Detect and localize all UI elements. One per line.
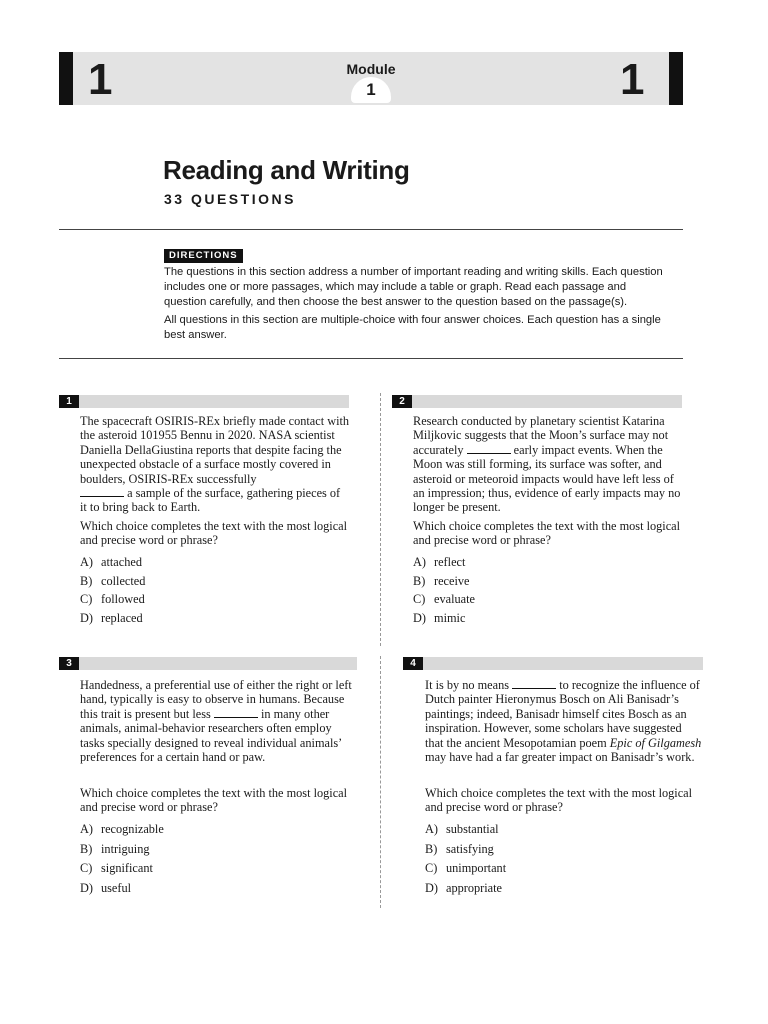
passage-text: early impact events. When the Moon was still forming, its surface was softer, and asteroid or meteoroid impacts would have left less of an impression; thus, evidence of early impacts may no longer be present. [413, 442, 681, 515]
question-4-choices [425, 820, 506, 898]
passage-text: The spacecraft OSIRIS-REx briefly made contact with the asteroid 101955 Bennu in 2020. NASA scientist Daniella DellaGiustina reports that despite facing the unexpected obstacle of a surface mostly covered in boulders, OSIRIS-REx successfully [80, 414, 350, 486]
answer-blank [512, 678, 556, 689]
answer-choice-c[interactable]: C) followed [80, 592, 145, 607]
answer-choice-a[interactable]: A) substantial [425, 822, 499, 836]
answer-choice-b[interactable]: B) satisfying [425, 841, 494, 856]
passage-text: to recognize the influence of Dutch painter Hieronymus Bosch on Ali Banisadr’s paintings; indeed, Banisadr himself cites Bosch as an inspiration. However, some scholars have suggested that the ancient Mesopotamian poem [425, 678, 700, 750]
module-sub-number: 1 [351, 77, 391, 103]
passage-text: Research conducted by planetary scientist Katarina Miljkovic suggests that the Moon’s surface may not accurately [413, 414, 669, 457]
answer-choice-d[interactable]: D) replaced [80, 610, 143, 625]
module-number-right: 1 [620, 55, 645, 104]
passage-text: It is by no means [425, 678, 510, 692]
question-2-prompt: Which choice completes the text with the most logical and precise word or phrase? [413, 519, 681, 548]
answer-choice-b[interactable]: B) receive [413, 573, 470, 588]
header-bar-left [59, 52, 73, 105]
answer-choice-d[interactable]: D) appropriate [425, 880, 502, 895]
question-1-header [59, 395, 349, 408]
module-number-left: 1 [88, 55, 113, 104]
question-number: 3 [59, 657, 79, 670]
answer-choice-c[interactable]: C) evaluate [413, 592, 475, 607]
answer-choice-c[interactable]: C) unimportant [425, 861, 507, 875]
passage-text: in many other animals, animal-behavior researchers often employ tasks specially designed to reveal individual animals’ preferences for a certain hand or paw. [80, 706, 342, 765]
poem-title: Epic of Gilgamesh [609, 735, 702, 750]
answer-choice-a[interactable]: A) reflect [413, 555, 466, 569]
question-1-prompt: Which choice completes the text with the most logical and precise word or phrase? [80, 519, 348, 548]
divider-bottom [59, 358, 683, 359]
question-4-header [403, 657, 703, 670]
answer-choice-b[interactable]: B) intriguing [80, 841, 150, 856]
header-bar-right [669, 52, 683, 105]
directions-badge: DIRECTIONS [164, 249, 243, 263]
passage-text: a sample of the surface, gathering pieces of it to bring back to Earth. [80, 486, 341, 515]
question-2-header [392, 395, 682, 408]
module-label: Module [346, 61, 396, 77]
question-3-choices [80, 820, 164, 898]
answer-blank [214, 707, 258, 718]
directions-paragraph-2: All questions in this section are multiple-choice with four answer choices. Each question has a single best answer. [164, 314, 661, 342]
question-2-passage [413, 414, 681, 515]
question-number: 4 [403, 657, 423, 670]
column-divider-lower [380, 656, 381, 908]
answer-choice-d[interactable]: D) useful [80, 880, 132, 895]
answer-blank [467, 443, 511, 454]
page-subtitle: 33 QUESTIONS [164, 191, 296, 207]
question-1-passage [80, 414, 350, 515]
passage-text: Handedness, a preferential use of either the right or left hand, typically is easy to observe in humans. Because this trait is present but less [80, 678, 352, 721]
directions-paragraph-1: The questions in this section address a number of important reading and writing skills. Each question includes one or more passages, which may include a table or graph. Read each passage and question carefully, and then choose the best answer to the question based on the passage(s). [164, 266, 663, 309]
question-number: 2 [392, 395, 412, 408]
page-title: Reading and Writing [163, 155, 410, 185]
question-number: 1 [59, 395, 79, 408]
answer-choice-d[interactable]: D) mimic [413, 610, 466, 625]
answer-choice-b[interactable]: B) collected [80, 573, 146, 588]
question-3-prompt: Which choice completes the text with the most logical and precise word or phrase? [80, 786, 348, 815]
question-3-header [59, 657, 357, 670]
answer-choice-c[interactable]: C) significant [80, 861, 153, 875]
column-divider-upper [380, 393, 381, 646]
passage-text: may have had a far greater impact on Banisadr’s work. [425, 750, 695, 765]
question-3-passage [80, 678, 356, 764]
divider-top [59, 229, 683, 230]
answer-choice-a[interactable]: A) attached [80, 555, 142, 569]
answer-choice-a[interactable]: A) recognizable [80, 822, 164, 836]
question-4-prompt: Which choice completes the text with the most logical and precise word or phrase? [425, 786, 693, 815]
answer-blank [80, 486, 124, 497]
question-2-choices [413, 553, 475, 627]
question-4-passage [425, 678, 703, 764]
question-1-choices [80, 553, 145, 627]
